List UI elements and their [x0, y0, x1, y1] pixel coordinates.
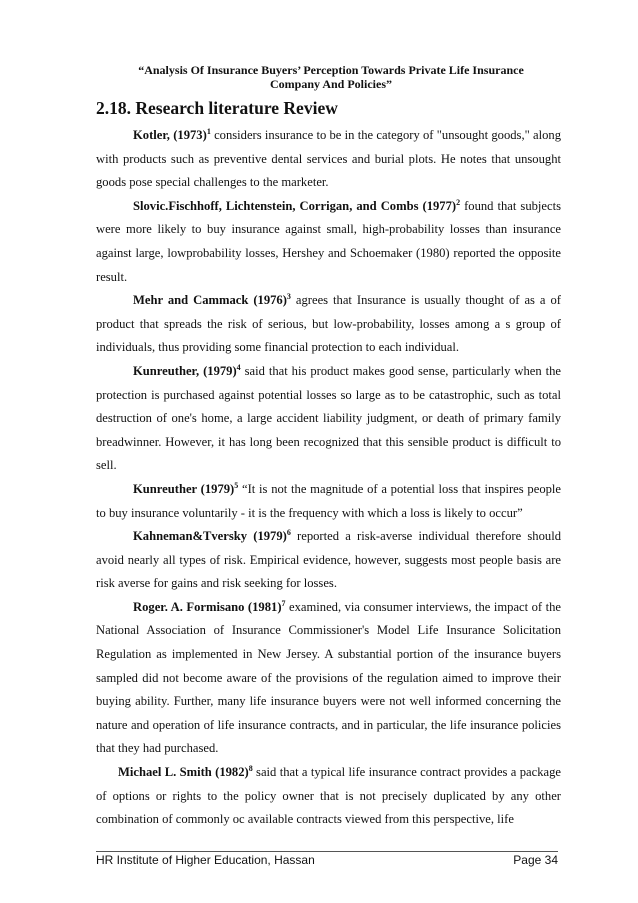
- review-paragraph: [96, 596, 561, 761]
- running-header-line-2: Company And Policies”: [269, 77, 392, 91]
- review-paragraph: [96, 360, 561, 478]
- footer-institute: HR Institute of Higher Education, Hassan: [96, 853, 315, 867]
- reference-number: 6: [286, 527, 291, 537]
- review-paragraph: [96, 761, 561, 832]
- citation-author: Kahneman&Tversky (1979): [133, 529, 287, 544]
- reference-number: 7: [281, 598, 286, 608]
- citation-author: Kunreuther, (1979): [133, 363, 237, 378]
- paragraph-text: said that a typical life insurance contract provides a package of options or rights to the policy owner that is not precisely duplicated by any other combination of commonly oc available contracts viewed from this perspective, life: [96, 765, 561, 827]
- footer-divider: [96, 851, 558, 852]
- citation-author: Roger. A. Formisano (1981): [133, 599, 282, 614]
- reference-number: 2: [456, 197, 461, 207]
- reference-number: 3: [286, 291, 291, 301]
- paragraph-text: examined, via consumer interviews, the impact of the National Association of Insurance Commissioner's Model Life Insurance Solicitation Regulation as implemented in New Jersey. A substantial portion of the insurance buyers sampled did not become aware of the provisions of the regulation aimed to improve their buying ability. Further, many life insurance buyers were not well informed concerning the nature and operation of life insurance contracts, and in particular, the life insurance policies that they had purchased.: [96, 599, 561, 756]
- paragraph-text: agrees that Insurance is usually thought of as a of product that spreads the risk of serious, but low-probability, losses among a s group of individuals, thus providing some financial protection to each individual.: [96, 293, 561, 355]
- citation-author: Slovic.Fischhoff, Lichtenstein, Corrigan, and Combs (1977): [133, 198, 457, 213]
- paragraph-text: reported a risk-averse individual therefore should avoid nearly all types of risk. Empirical evidence, however, suggests most people basis are risk averse for gains and risk seeking for losses.: [96, 529, 561, 591]
- review-paragraph: [96, 195, 561, 289]
- running-header-line-1: “Analysis Of Insurance Buyers’ Perception Towards Private Life Insurance: [138, 63, 524, 77]
- reference-number: 1: [206, 126, 211, 136]
- review-body: [96, 124, 561, 832]
- paragraph-text: found that subjects were more likely to buy insurance against small, high-probability losses than insurance against large, lowprobability losses, Hershey and Schoemaker (1980) reported the opposite result.: [96, 198, 561, 284]
- paragraph-text: considers insurance to be in the category of "unsought goods," along with products such as preventive dental services and burial plots. He notes that unsought goods pose special challenges to the marketer.: [96, 128, 561, 190]
- review-paragraph: [96, 124, 561, 195]
- running-header: [96, 63, 566, 91]
- reference-number: 8: [248, 763, 253, 773]
- citation-author: Kotler, (1973): [133, 128, 207, 142]
- review-paragraph: [96, 525, 561, 596]
- reference-number: 5: [234, 480, 239, 490]
- reference-number: 4: [236, 362, 241, 372]
- citation-author: Michael L. Smith (1982): [118, 765, 249, 780]
- paragraph-text: said that his product makes good sense, particularly when the protection is purchased against potential losses so large as to be catastrophic, such as total destruction of one's home, a large accident liability judgment, or death of primary family breadwinner. However, it has long been recognized that this sensible product is difficult to sell.: [96, 363, 561, 473]
- review-paragraph: [96, 478, 561, 525]
- section-title: 2.18. Research literature Review: [96, 98, 338, 118]
- citation-author: Kunreuther (1979): [133, 481, 235, 496]
- review-paragraph: [96, 289, 561, 360]
- citation-author: Mehr and Cammack (1976): [133, 293, 287, 308]
- paragraph-text: “It is not the magnitude of a potential loss that inspires people to buy insurance voluntarily - it is the frequency with which a loss is likely to occur”: [96, 481, 561, 520]
- page-number: Page 34: [513, 853, 558, 867]
